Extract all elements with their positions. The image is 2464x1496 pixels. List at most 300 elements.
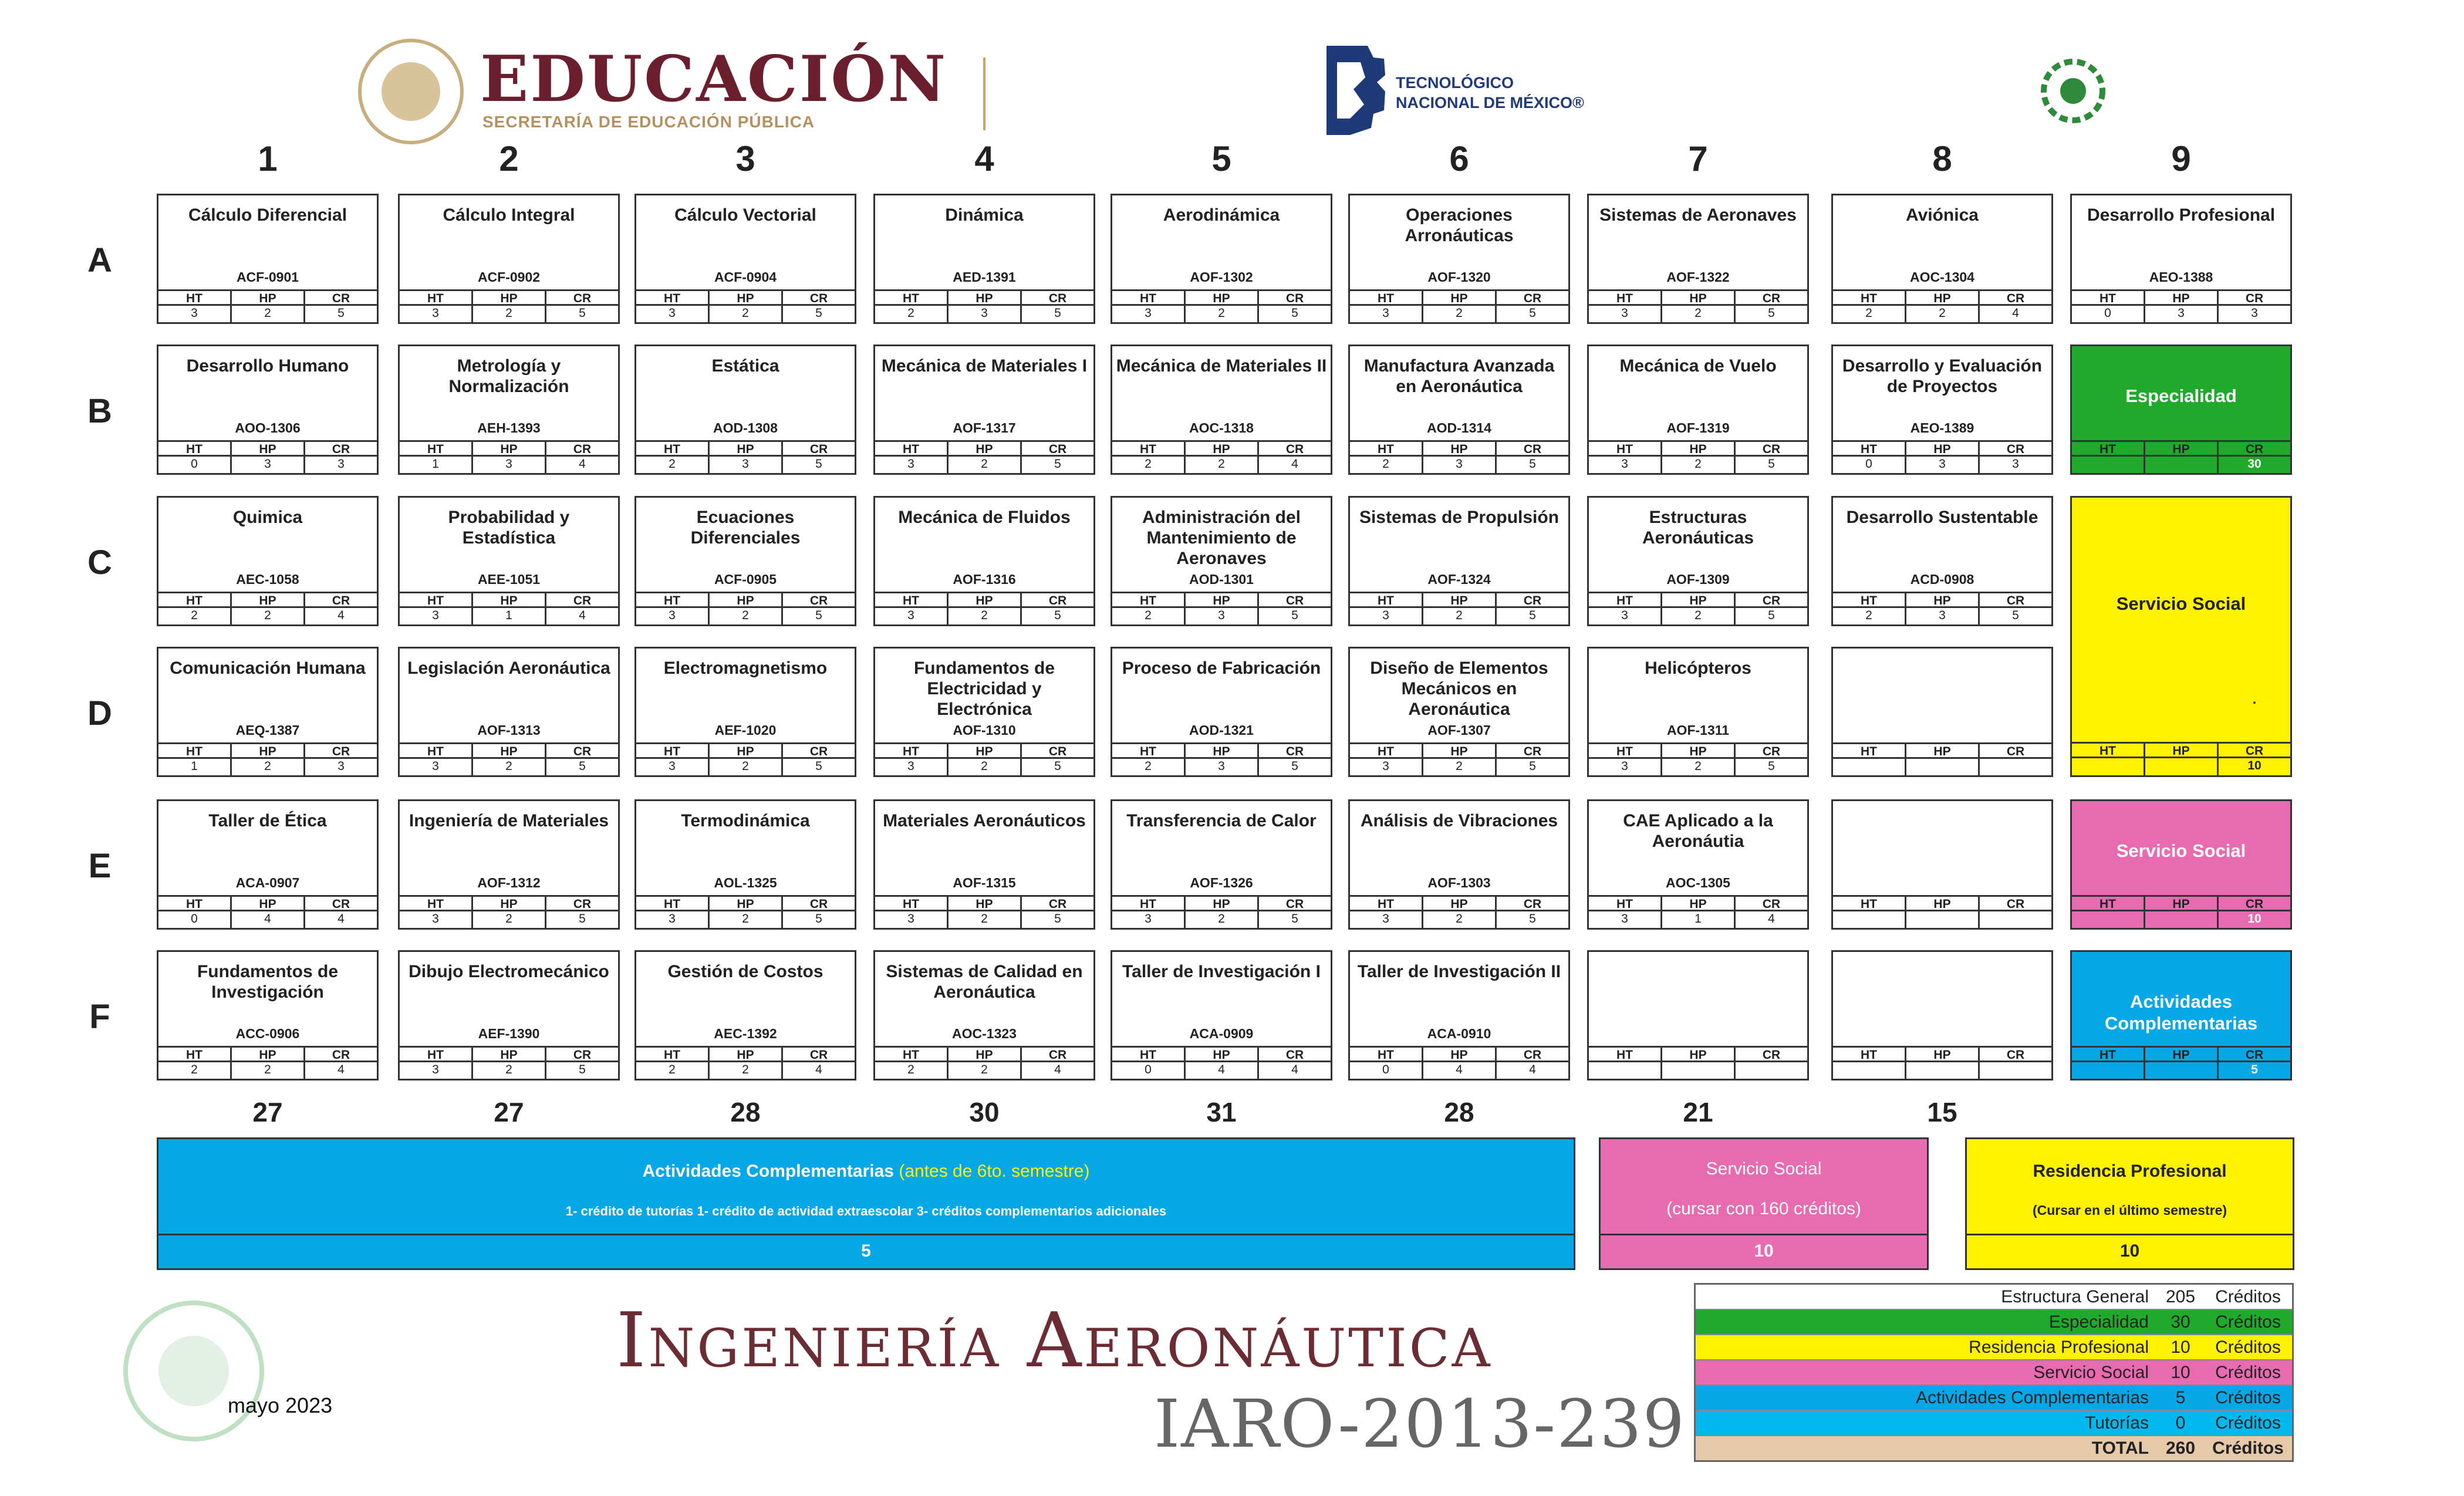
credit-header-ht: HT [1378, 897, 1394, 911]
credit-value-hp: 3 [230, 457, 303, 475]
credit-values [2072, 304, 2290, 324]
credit-value-cr: 5 [781, 306, 855, 324]
subject-card[interactable] [873, 496, 1095, 626]
credit-header-hp: HP [1660, 291, 1734, 306]
subject-code: AOF-1319 [1666, 420, 1730, 435]
credit-header [2072, 895, 2290, 911]
credit-header [1589, 289, 1807, 306]
credit-value-cr: 5 [1257, 911, 1331, 930]
subject-card[interactable] [1831, 647, 2053, 777]
credit-header-hp: HP [1184, 897, 1257, 911]
row-letter: B [87, 392, 112, 430]
subject-card[interactable] [2070, 194, 2292, 324]
program-title: Ingeniería Aeronáutica [616, 1297, 1493, 1384]
credit-value-cr: 4 [303, 608, 377, 626]
credit-value-hp: 2 [1422, 911, 1495, 930]
subject-card[interactable] [1587, 799, 1809, 930]
credit-header-cr: CR [781, 291, 855, 306]
subject-code: AOC-1304 [1910, 269, 1974, 285]
legend-value: 0 [2175, 1413, 2186, 1433]
credit-header-cr: CR [303, 593, 377, 608]
credit-header [158, 592, 377, 608]
subject-card[interactable] [873, 647, 1095, 777]
credit-values [400, 757, 618, 777]
credit-header-hp: HP [2144, 744, 2217, 758]
credit-header-hp: HP [230, 593, 303, 608]
subject-card[interactable] [1111, 799, 1332, 930]
credit-header-cr: CR [303, 291, 377, 306]
credit-header-ht: HT [427, 1048, 444, 1062]
credit-header-cr: CR [1257, 744, 1331, 759]
subject-code: AOO-1306 [235, 420, 301, 435]
credit-header-hp: HP [708, 593, 781, 608]
credit-header-cr: CR [2217, 442, 2290, 457]
credit-values [2072, 757, 2290, 776]
credit-value-cr [1734, 1062, 1807, 1080]
subject-card[interactable] [1831, 496, 2053, 626]
subject-name: Mecánica de Materiales II [1116, 356, 1327, 376]
residencia-title: Residencia Profesional [2033, 1161, 2227, 1181]
credit-header-hp: HP [1184, 744, 1257, 759]
credit-values [636, 1061, 855, 1080]
credit-header-hp: HP [1422, 1048, 1495, 1062]
credit-header-ht: HT [186, 443, 202, 456]
credit-value-ht: 3 [669, 609, 676, 622]
credit-value-ht: 1 [432, 457, 439, 471]
credit-header-cr: CR [1734, 897, 1807, 911]
credit-values [1833, 1061, 2051, 1080]
credit-values [158, 910, 377, 930]
subject-card[interactable] [2070, 950, 2292, 1080]
subject-card[interactable] [398, 194, 620, 324]
credit-value-ht: 3 [1621, 457, 1628, 471]
subject-code: ACC-0906 [235, 1026, 300, 1041]
stamp-center [158, 1336, 229, 1406]
semester-number: 7 [1688, 139, 1708, 178]
subject-card[interactable] [873, 799, 1095, 930]
subject-card[interactable] [634, 345, 856, 475]
subject-name: Servicio Social [2116, 840, 2246, 861]
subject-name: Materiales Aeronáuticos [883, 811, 1086, 830]
credit-value-ht: 2 [191, 609, 198, 622]
credit-value-hp: 2 [230, 759, 303, 777]
credit-header-hp: HP [708, 442, 781, 457]
credit-values [158, 455, 377, 475]
subject-card[interactable] [157, 345, 379, 475]
credit-header-ht: HT [1616, 897, 1633, 911]
credit-header-cr: CR [2217, 897, 2290, 911]
credit-value-cr: 3 [2217, 306, 2290, 324]
credit-values [158, 304, 377, 324]
credit-value-hp: 2 [1660, 457, 1734, 475]
subject-card[interactable] [1348, 647, 1570, 777]
subject-code: AOD-1321 [1189, 722, 1254, 738]
credit-header [1112, 895, 1331, 911]
subject-card[interactable] [1111, 194, 1332, 324]
subject-code: ACA-0909 [1189, 1026, 1254, 1041]
credit-value-cr: 5 [781, 608, 855, 626]
actividades-detail: 1- crédito de tutorías 1- crédito de actividad extraescolar 3- créditos complementarios adicionales [565, 1204, 1167, 1218]
credit-header-cr: CR [545, 744, 618, 759]
subject-code: ACF-0904 [714, 269, 777, 285]
legend-label: Residencia Profesional [1969, 1338, 2149, 1357]
credit-header-cr: CR [545, 593, 618, 608]
legend-unit: Créditos [2215, 1338, 2281, 1357]
semester-total: 15 [1927, 1097, 1957, 1127]
subject-card[interactable] [398, 647, 620, 777]
subject-card[interactable] [1111, 345, 1332, 475]
subject-name: Aviónica [1906, 205, 1979, 225]
credit-header-hp: HP [1184, 593, 1257, 608]
credit-value-cr: 4 [303, 911, 377, 930]
subject-name: Aerodinámica [1163, 205, 1280, 225]
credit-value-cr: 5 [1495, 759, 1568, 777]
credit-header-cr: CR [303, 744, 377, 759]
credit-header-cr: CR [1978, 593, 2051, 608]
credit-header-cr: CR [1495, 1048, 1568, 1062]
subject-name: Dinámica [945, 205, 1024, 225]
subject-card[interactable] [157, 194, 379, 324]
legend-unit: Créditos [2215, 1388, 2281, 1407]
subject-card[interactable] [1831, 950, 2053, 1080]
subject-card[interactable] [157, 799, 379, 930]
credit-header [1350, 440, 1568, 457]
semester-number: 4 [974, 139, 994, 178]
credit-value-hp: 1 [1660, 911, 1734, 930]
subject-name: Fundamentos de Investigación [197, 962, 338, 1002]
credit-header-hp: HP [2144, 442, 2217, 457]
legend-row [1696, 1436, 2292, 1460]
actividades-heading [158, 1161, 1574, 1181]
subject-code: ACD-0908 [1910, 572, 1974, 587]
credit-value-hp: 3 [708, 457, 781, 475]
credit-header-hp: HP [1660, 744, 1734, 759]
credit-value-hp [1905, 911, 1978, 930]
credit-value-ht: 2 [907, 1063, 914, 1076]
credit-header [875, 742, 1093, 759]
subject-name: Cálculo Integral [443, 205, 575, 225]
subject-card[interactable] [1348, 345, 1570, 475]
credit-value-hp: 2 [708, 608, 781, 626]
subject-name: Actividades Complementarias [2104, 991, 2258, 1034]
credit-values [1589, 455, 1807, 475]
residencia-note: (Cursar en el último semestre) [2032, 1203, 2227, 1218]
row-letter: D [87, 694, 112, 732]
subject-card[interactable] [634, 194, 856, 324]
subject-card[interactable] [1111, 950, 1332, 1080]
legend-label: Actividades Complementarias [1916, 1388, 2149, 1407]
subject-code: AOC-1323 [952, 1026, 1017, 1041]
credit-header-hp: HP [1905, 291, 1978, 306]
servicio-social-dot: . [2252, 691, 2257, 707]
subject-name: Sistemas de Propulsión [1359, 508, 1560, 527]
credit-header-hp: HP [1422, 442, 1495, 457]
credit-header-cr: CR [1978, 897, 2051, 911]
subject-name: Mecánica de Vuelo [1619, 356, 1777, 376]
credit-values [875, 757, 1093, 777]
subject-card[interactable] [1348, 799, 1570, 930]
credit-value-ht: 2 [1145, 759, 1152, 773]
credit-header [1833, 289, 2051, 306]
subject-code: ACF-0901 [236, 269, 299, 285]
credit-value-ht: 2 [669, 457, 676, 471]
subject-code: ACF-0902 [477, 269, 541, 285]
credit-header-hp: HP [230, 744, 303, 759]
legend-unit: Créditos [2212, 1438, 2284, 1458]
credit-header [875, 1046, 1093, 1062]
credit-header-cr: CR [545, 291, 618, 306]
credit-value-hp: 2 [708, 1062, 781, 1080]
credit-header [400, 742, 618, 759]
credit-header-ht: HT [1140, 1048, 1156, 1062]
credits-legend [1694, 1283, 2294, 1462]
edu-title: EDUCACIÓN [480, 42, 948, 116]
credit-value-ht: 2 [907, 306, 914, 320]
credit-value-hp: 3 [2144, 306, 2217, 324]
credit-header-hp: HP [471, 897, 545, 911]
credit-header-hp: HP [1905, 744, 1978, 759]
credit-header-ht: HT [427, 292, 444, 305]
credit-header [158, 440, 377, 457]
credit-header [1589, 742, 1807, 759]
credit-header-hp: HP [230, 291, 303, 306]
legend-row [1696, 1411, 2292, 1436]
legend-row [1696, 1360, 2292, 1386]
subject-card[interactable] [873, 194, 1095, 324]
actividades-credits: 5 [158, 1234, 1574, 1268]
credit-header-cr: CR [1495, 291, 1568, 306]
credit-value-cr: 10 [2217, 758, 2290, 776]
credit-header-cr: CR [1734, 1048, 1807, 1062]
legend-unit: Créditos [2215, 1287, 2281, 1306]
eagle-emblem-icon [382, 62, 440, 121]
subject-card[interactable] [634, 647, 856, 777]
credit-header-hp: HP [1905, 897, 1978, 911]
credit-value-cr: 5 [303, 306, 377, 324]
subject-name: Termodinámica [681, 811, 810, 830]
credit-header-ht: HT [1861, 1048, 1877, 1062]
credit-values [1350, 1061, 1568, 1080]
legend-value: 30 [2171, 1312, 2190, 1332]
credit-value-hp: 2 [708, 306, 781, 324]
subject-card[interactable] [157, 647, 379, 777]
credit-value-ht [1833, 1062, 1905, 1080]
credit-header-ht: HT [1378, 594, 1394, 607]
subject-card[interactable] [634, 496, 856, 626]
subject-card[interactable] [1831, 345, 2053, 475]
credit-header-cr: CR [545, 1048, 618, 1062]
credit-header-ht: HT [1378, 443, 1394, 456]
subject-card[interactable] [398, 496, 620, 626]
credit-header-hp: HP [1184, 1048, 1257, 1062]
subject-name: Operaciones Arronáuticas [1405, 205, 1514, 245]
credit-values [400, 1061, 618, 1080]
subject-card[interactable] [873, 345, 1095, 475]
credit-header-ht: HT [186, 745, 202, 758]
credit-header-hp: HP [2144, 291, 2217, 306]
credit-header-ht: HT [1861, 443, 1877, 456]
credit-header-hp: HP [1905, 593, 1978, 608]
credit-values [636, 910, 855, 930]
credit-value-ht: 0 [1865, 457, 1872, 471]
credit-value-cr: 5 [1020, 759, 1093, 777]
credit-header [1589, 1046, 1807, 1062]
credit-value-ht: 3 [432, 1063, 439, 1076]
subject-card[interactable] [157, 496, 379, 626]
credit-value-hp: 2 [1660, 306, 1734, 324]
subject-card[interactable] [398, 345, 620, 475]
subject-card[interactable] [1587, 345, 1809, 475]
credit-value-cr: 5 [545, 306, 618, 324]
credit-value-hp: 4 [1184, 1062, 1257, 1080]
credit-value-ht: 0 [1382, 1063, 1389, 1076]
subject-code: AEC-1058 [236, 572, 299, 587]
subject-card[interactable] [398, 950, 620, 1080]
subject-card[interactable] [873, 950, 1095, 1080]
subject-card[interactable] [1111, 647, 1332, 777]
subject-card[interactable] [1587, 647, 1809, 777]
credit-value-cr: 5 [1495, 608, 1568, 626]
credit-values [1350, 757, 1568, 777]
subject-name: Sistemas de Calidad en Aeronáutica [886, 962, 1083, 1002]
credit-value-hp [1660, 1062, 1734, 1080]
semester-total: 31 [1206, 1097, 1237, 1127]
credit-header-ht: HT [2100, 897, 2116, 911]
credit-header [158, 289, 377, 306]
credit-header-ht: HT [186, 594, 202, 607]
credit-header [2072, 1046, 2290, 1062]
actividades-complementarias-bar [157, 1137, 1575, 1270]
subject-card[interactable] [1831, 194, 2053, 324]
subject-name: Cálculo Diferencial [188, 205, 347, 225]
credit-value-ht: 3 [1145, 306, 1152, 320]
subject-card[interactable] [634, 799, 856, 930]
program-code: IARO-2013-239 [1154, 1386, 1686, 1463]
servicio-social-card[interactable] [2070, 496, 2292, 777]
credit-header-hp: HP [1660, 897, 1734, 911]
date-label: mayo 2023 [228, 1393, 333, 1417]
subject-name: Desarrollo Profesional [2087, 205, 2276, 225]
semester-number: 9 [2171, 139, 2191, 178]
subject-name: Estática [711, 356, 779, 376]
credit-header-ht: HT [664, 443, 680, 456]
credit-header-hp: HP [947, 291, 1020, 306]
semester-number: 6 [1449, 139, 1469, 178]
credit-header-hp: HP [230, 897, 303, 911]
credit-value-x [2072, 758, 2144, 776]
credit-value-ht: 2 [1145, 609, 1152, 622]
legend-value: 205 [2165, 1287, 2196, 1306]
semester-number: 3 [735, 139, 755, 178]
credit-value-ht: 2 [191, 1063, 198, 1076]
legend-label: Estructura General [2001, 1287, 2149, 1306]
subject-card[interactable] [1348, 496, 1570, 626]
legend-unit: Créditos [2215, 1413, 2281, 1433]
credit-value-cr: 5 [1020, 457, 1093, 475]
legend-value: 260 [2165, 1438, 2196, 1458]
credit-value-cr: 4 [1257, 1062, 1331, 1080]
credit-values [875, 910, 1093, 930]
subject-card[interactable] [2070, 799, 2292, 930]
subject-card[interactable] [1111, 496, 1332, 626]
subject-code: ACA-0907 [235, 875, 300, 890]
credit-header [636, 592, 855, 608]
credit-values [1589, 606, 1807, 626]
credit-value-ht: 2 [669, 1063, 676, 1076]
subject-card[interactable] [1587, 496, 1809, 626]
subject-card[interactable] [1348, 950, 1570, 1080]
subject-name: Fundamentos de Electricidad y Electrónica [913, 658, 1055, 719]
credit-header [1350, 1046, 1568, 1062]
subject-card[interactable] [1348, 194, 1570, 324]
credit-values [2072, 455, 2290, 475]
credit-values [1350, 455, 1568, 475]
subject-code: AEF-1020 [714, 722, 777, 738]
credit-value-cr: 4 [303, 1062, 377, 1080]
credit-header [1589, 592, 1807, 608]
semester-number: 2 [499, 139, 519, 178]
credit-header-hp: HP [230, 1048, 303, 1062]
credit-value-ht: 3 [907, 609, 914, 622]
subject-card[interactable] [398, 799, 620, 930]
subject-card[interactable] [2070, 345, 2292, 475]
subject-card[interactable] [634, 950, 856, 1080]
subject-name: Taller de Investigación II [1357, 962, 1561, 981]
credit-value-cr: 4 [781, 1062, 855, 1080]
subject-card[interactable] [1831, 799, 2053, 930]
credit-value-hp: 2 [1905, 306, 1978, 324]
credit-value-hp [1905, 759, 1978, 777]
subject-code: AOF-1313 [477, 722, 541, 738]
credit-header-cr: CR [545, 897, 618, 911]
credit-value-hp: 4 [1422, 1062, 1495, 1080]
credit-header-hp: HP [708, 291, 781, 306]
credit-header-cr: CR [1734, 744, 1807, 759]
credit-values [636, 757, 855, 777]
subject-code: AEC-1392 [714, 1026, 777, 1041]
credit-value-hp: 3 [1184, 608, 1257, 626]
subject-card[interactable] [1587, 194, 1809, 324]
credit-value-hp: 2 [1422, 759, 1495, 777]
credit-header [636, 289, 855, 306]
servicio-social-name: Servicio Social [2116, 593, 2246, 614]
credit-value-cr: 5 [1257, 608, 1331, 626]
credit-value-ht: 3 [669, 306, 676, 320]
credit-header-ht: HT [427, 443, 444, 456]
credit-values [158, 606, 377, 626]
credit-value-ht: 3 [1621, 759, 1628, 773]
subject-card[interactable] [157, 950, 379, 1080]
credit-header-cr: CR [1734, 442, 1807, 457]
credit-header [636, 440, 855, 457]
subject-card[interactable] [1587, 950, 1809, 1080]
credit-header-ht: HT [186, 897, 202, 911]
credit-header-hp: HP [471, 291, 545, 306]
credit-header-cr: CR [545, 442, 618, 457]
subject-code: AOF-1302 [1190, 269, 1253, 285]
credit-header-hp: HP [947, 897, 1020, 911]
credit-header-cr: CR [781, 593, 855, 608]
credit-header [158, 742, 377, 759]
credit-value-cr: 5 [545, 759, 618, 777]
legend-unit: Créditos [2215, 1363, 2281, 1382]
subject-code: AOF-1322 [1666, 269, 1730, 285]
credit-value-ht [1589, 1062, 1660, 1080]
credit-value-ht: 0 [2104, 306, 2111, 320]
credit-value-cr: 5 [1734, 457, 1807, 475]
legend-label: TOTAL [2091, 1438, 2149, 1458]
credit-value-ht: 3 [1621, 306, 1628, 320]
